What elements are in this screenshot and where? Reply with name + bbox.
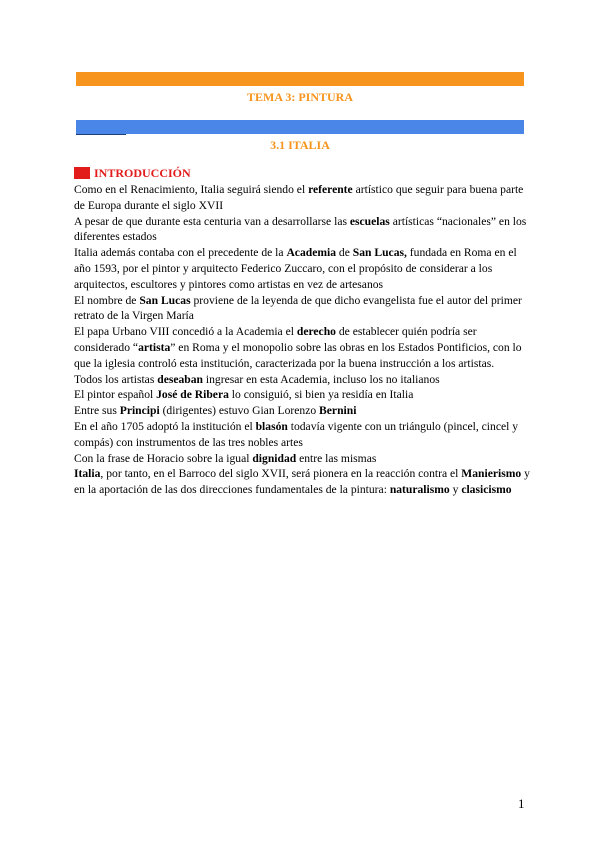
red-marker-icon (74, 167, 90, 179)
paragraph (74, 324, 530, 371)
text-run: proviene de la leyenda de que dicho evangelista fue el autor del primer retrato de la Virgen María (74, 293, 522, 323)
text-run: ” en Roma y el monopolio sobre las obras en los Estados Pontificios, con lo que la iglesia controló esta institución, caracterizada por la buena instrucción a los artistas. (74, 340, 522, 370)
paragraph (74, 245, 530, 292)
bold-term: Italia (74, 467, 101, 481)
text-run: Italia además contaba con el precedente de la (74, 246, 287, 260)
page-title: TEMA 3: PINTURA (246, 90, 353, 104)
text-run: A pesar de que durante esta centuria van a desarrollarse las (74, 214, 350, 228)
text-run: fundada en Roma en el año 1593, por el pintor y arquitecto Federico Zuccaro, con el propósito de considerar a los arquitectos, escultores y pintores como artistas en vez de artesanos (74, 246, 517, 291)
bold-term: escuelas (349, 214, 390, 228)
text-run: En el año 1705 adoptó la institución el (74, 419, 256, 433)
paragraph (74, 419, 530, 451)
bold-term: José de Ribera (156, 388, 229, 402)
text-run: El nombre de (74, 293, 140, 307)
text-run: de (336, 246, 353, 260)
text-run: y en la aportación de las dos direcciones fundamentales de la pintura: (74, 467, 530, 497)
bold-term: San Lucas (139, 293, 191, 307)
bold-term: San Lucas, (352, 246, 407, 260)
bold-term: artista (138, 340, 171, 354)
text-run: Todos los artistas (74, 372, 158, 386)
paragraph (74, 387, 530, 403)
text-run: Entre sus (74, 404, 120, 418)
bold-term: blasón (255, 419, 288, 433)
text-run: artístico que seguir para buena parte de Europa durante el siglo XVII (74, 183, 524, 212)
text-run: todavía vigente con un triángulo (pincel, cincel y compás) con instrumentos de las tres nobles artes (74, 419, 519, 449)
intro-heading: INTRODUCCIÓN (94, 165, 191, 180)
body-text (74, 182, 530, 498)
paragraph (74, 293, 530, 325)
paragraph (74, 451, 530, 467)
text-run: Con la frase de Horacio sobre la igual (74, 451, 253, 465)
paragraph (74, 403, 530, 419)
page-number: 1 (518, 796, 525, 811)
blue-section-bar (76, 120, 524, 134)
blue-bar-shadow (76, 134, 126, 135)
paragraph (74, 466, 530, 498)
text-run: Como en el Renacimiento, Italia seguirá siendo el (74, 183, 309, 196)
section-title: 3.1 ITALIA (270, 138, 330, 152)
bold-term: naturalismo (389, 483, 450, 497)
text-run: artísticas “nacionales” en los diferentes estados (74, 214, 527, 244)
bold-term: clasicismo (461, 483, 512, 497)
text-run: y (449, 483, 462, 497)
bold-term: Bernini (319, 404, 357, 418)
bold-term: Principi (119, 404, 160, 418)
orange-title-bar (76, 72, 524, 86)
paragraph (74, 214, 530, 246)
text-run: (dirigentes) estuvo Gian Lorenzo (159, 404, 320, 418)
text-run: ingresar en esta Academia, incluso los no italianos (203, 372, 440, 386)
bold-term: deseaban (157, 372, 203, 386)
text-run: El papa Urbano VIII concedió a la Academia el (74, 325, 297, 339)
text-run: El pintor español (74, 388, 157, 402)
bold-term: Academia (286, 246, 337, 260)
text-run: entre las mismas (296, 451, 377, 465)
bold-term: derecho (296, 325, 336, 339)
text-run: lo consiguió, si bien ya residía en Italia (228, 388, 414, 402)
text-run: de establecer quién podría ser considerado “ (74, 325, 477, 354)
bold-term: Manierismo (461, 467, 522, 481)
bold-term: dignidad (252, 451, 297, 465)
paragraph (74, 182, 530, 214)
paragraph (74, 372, 530, 388)
bold-term: referente (308, 183, 353, 196)
text-run: , por tanto, en el Barroco del siglo XVII, será pionera en la reacción contra el (100, 467, 462, 481)
intro-heading-row (74, 165, 191, 181)
